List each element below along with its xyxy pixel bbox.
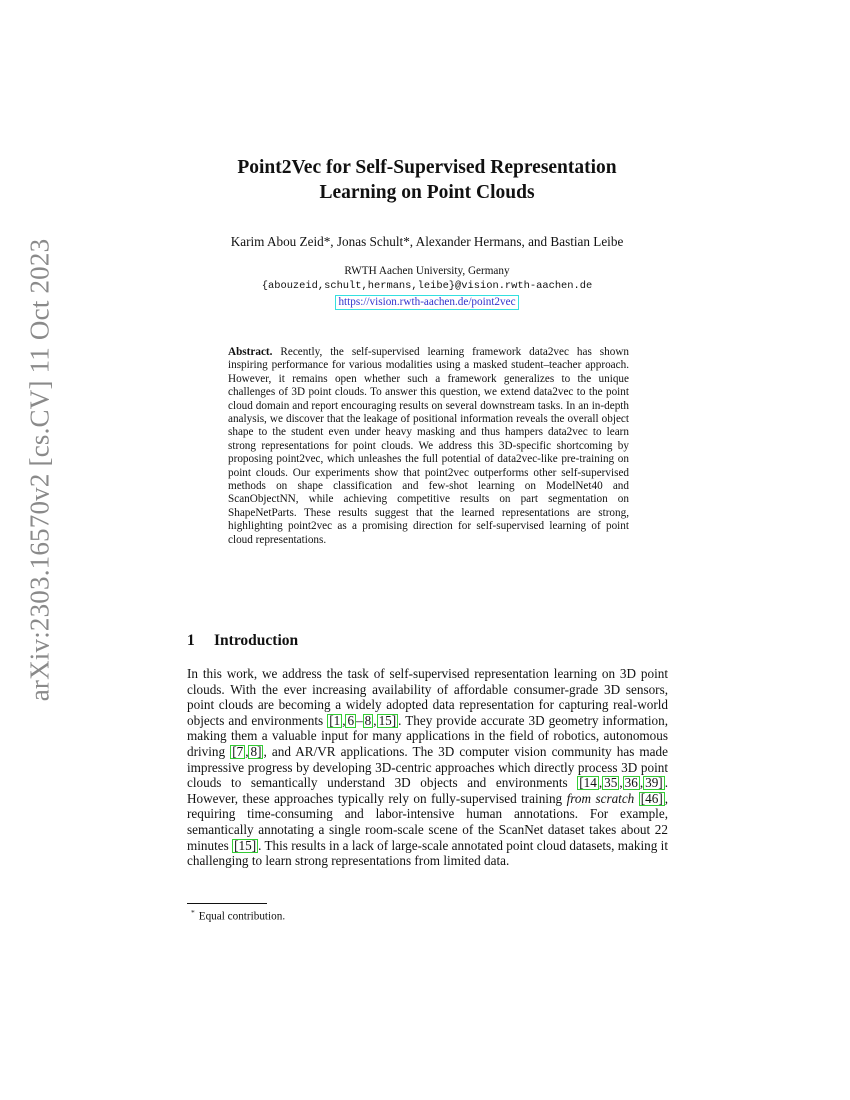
citation-link[interactable]: 6: [347, 712, 355, 728]
body-text-6: . This results in a lack of large-scale annotated point cloud datasets, making it challenging to learn strong representations from limited data.: [187, 837, 668, 869]
abstract-label: Abstract.: [228, 346, 273, 358]
footnote: [191, 908, 285, 923]
section-number: 1: [187, 632, 195, 649]
citation-link[interactable]: [14: [579, 775, 597, 791]
citation-link[interactable]: [1: [329, 712, 341, 728]
footnote-rule: [187, 903, 267, 904]
abstract-text: Recently, the self-supervised learning framework data2vec has shown inspiring performance for various modalities using a masked student–teacher approach. However, it remains open whether such a framework generalizes to the unique challenges of 3D point clouds. To answer this question, we extend data2vec to the point cloud domain and report encouraging results on several downstream tasks. In an in-depth analysis, we discover that the leakage of positional information reveals the overall object shape to the student even under heavy masking and thus hampers data2vec to learn strong representations for point clouds. We address this 3D-specific shortcoming by proposing point2vec, which unleashes the full potential of data2vec-like pre-training on point clouds. Our experiments show that point2vec outperforms other self-supervised methods on shape classification and few-shot learning on ModelNet40 and ScanObjectNN, while achieving competitive results on part segmentation on ShapeNetParts. These results suggest that the learned representations are strong, highlighting point2vec as a promising direction for self-supervised learning of point cloud representations.: [228, 346, 629, 546]
section-title: Introduction: [214, 632, 299, 649]
footnote-text: Equal contribution.: [198, 910, 286, 923]
paper-title: [187, 155, 667, 205]
citation-link[interactable]: [46]: [640, 790, 663, 806]
body-text-3: , and AR/VR applications. The 3D computer vision community has made impressive progress by developing 3D-centric approaches which directly process 3D point clouds to semantically understand 3D objects and environments: [187, 743, 668, 791]
project-url-link[interactable]: https://vision.rwth-aachen.de/point2vec: [335, 295, 518, 310]
citation-link[interactable]: 36: [624, 775, 638, 791]
citation-link[interactable]: 8: [364, 712, 372, 728]
citation-link[interactable]: [7: [232, 743, 244, 759]
arxiv-sidebar: [22, 0, 58, 1100]
body-text-1: In this work, we address the task of self-supervised representation learning on 3D point clouds. With the ever increasing availability of affordable consumer-grade 3D sensors, point clouds are becoming a widely adopted data representation for capturing real-world objects and environments: [187, 666, 668, 728]
author-list: Karim Abou Zeid*, Jonas Schult*, Alexander Hermans, and Bastian Leibe: [230, 234, 624, 249]
footnote-mark: *: [191, 908, 195, 917]
body-text-4: . However, these approaches typically rely on fully-supervised training: [187, 775, 668, 806]
emphasis-text: from scratch: [566, 790, 635, 806]
citation-link[interactable]: [15]: [234, 837, 257, 853]
citation-link[interactable]: 15]: [378, 712, 397, 728]
intro-paragraph: In this work, we address the task of self-supervised representation learning on 3D point clouds. With the ever increasing availability of affordable consumer-grade 3D sensors, point clouds are becoming a widely adopted data representation for capturing real-world objects and environments [1 , 6 – 8 , 15] . They provide accurate 3D geometry information, making them a valuable input for many applications in the field of robotics, autonomous driving [7 , 8] , and AR/VR applications. The 3D computer vision community has made impressive progress by developing 3D-centric approaches which directly process 3D point clouds to semantically understand 3D objects and environments [14 , 35 , 36 , 39] . However, these approaches typically rely on fully-supervised training from scratch [46] , requiring time-consuming and labor-intensive human annotations. For example, semantically annotating a single room-scale scene of the ScanNet dataset takes about 22 minutes [15] . This results in a lack of large-scale annotated point cloud datasets, making it challenging to learn strong representations from limited data.: [187, 666, 669, 869]
title-line-2: Learning on Point Clouds: [319, 182, 535, 203]
abstract: [228, 346, 629, 547]
section-heading: [187, 632, 298, 650]
body-text-2: . They provide accurate 3D geometry information, making them a valuable input for many applications in the field of robotics, autonomous driving: [187, 712, 668, 759]
arxiv-identifier: arXiv:2303.16570v2 [cs.CV] 11 Oct 2023: [24, 238, 55, 702]
email-list: {abouzeid,schult,hermans,leibe}@vision.rwth-aachen.de: [261, 280, 593, 292]
citation-link[interactable]: 39]: [645, 775, 663, 791]
body-text-5: , requiring time-consuming and labor-intensive human annotations. For example, semantically annotating a single room-scale scene of the ScanNet dataset takes about 22 minutes: [187, 790, 669, 853]
institution: RWTH Aachen University, Germany: [344, 265, 510, 277]
affiliation-block: [187, 264, 667, 310]
title-line-1: Point2Vec for Self-Supervised Representation: [237, 157, 617, 178]
citation-link[interactable]: 8]: [250, 743, 262, 759]
citation-link[interactable]: 35: [604, 775, 618, 791]
